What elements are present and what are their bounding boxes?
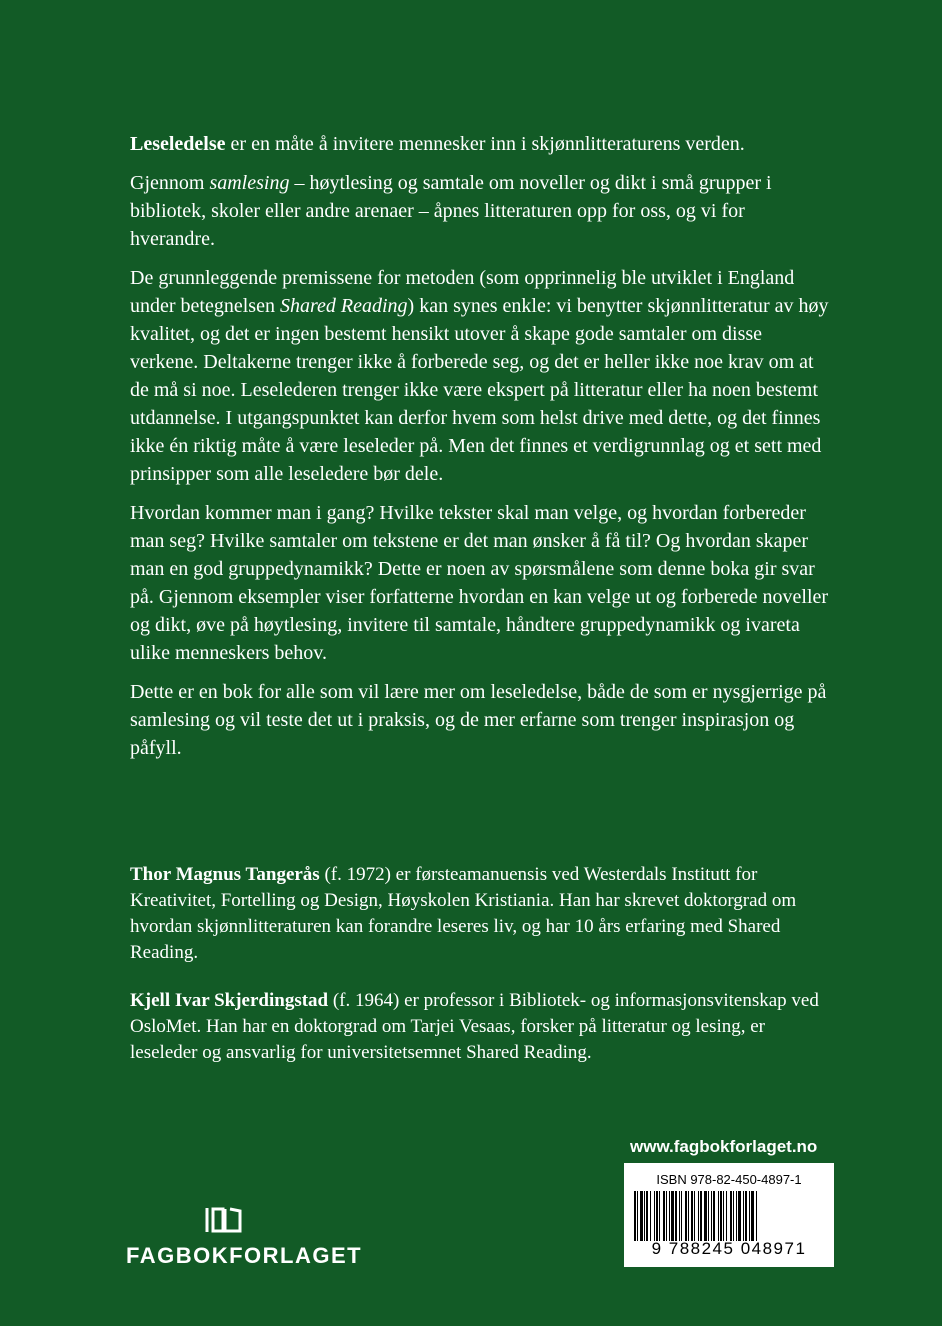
blurb-text: er en måte å invitere mennesker inn i skjønnlitteraturens verden. <box>225 133 745 155</box>
blurb-paragraph-3 <box>130 264 830 488</box>
blurb-italic: samlesing <box>209 172 290 194</box>
blurb-italic: Shared Reading <box>279 295 408 317</box>
author-bio-text: (f. 1964) er professor i Bibliotek- og informasjonsvitenskap ved OsloMet. Han har en doktorgrad om Tarjei Vesaas, forsker på litteratur og lesing, er leseleder og ansvarlig for universitetsemnet Shared Reading. <box>130 990 819 1063</box>
publisher-name: FAGBOKFORLAGET <box>126 1243 363 1268</box>
blurb-text: De grunnleggende premissene for metoden (som opprinnelig ble utviklet i England under betegnelsen <box>130 267 795 317</box>
author-name: Thor Magnus Tangerås <box>130 864 320 885</box>
barcode-digits: 9 788245 048971 <box>651 1239 807 1258</box>
blurb-paragraph-4: Hvordan kommer man i gang? Hvilke tekster skal man velge, og hvordan forbereder man seg? Hvilke samtaler om tekstene er det man ønsker å få til? Og hvordan skaper man en god gruppedynamikk? Dette er noen av spørsmålene som denne boka gir svar på. Gjennom eksempler viser forfatterne hvordan en kan velge ut og forberede noveller og dikt, øve på høytlesing, invitere til samtale, håndtere gruppedynamikk og ivareta ulike menneskers behov. <box>130 502 829 664</box>
isbn-text: ISBN 978-82-450-4897-1 <box>656 1172 802 1187</box>
author-bio <box>130 862 835 966</box>
blurb-paragraph-2 <box>130 169 830 253</box>
blurb-paragraph-1 <box>130 130 830 158</box>
author-name: Kjell Ivar Skjerdingstad <box>130 990 329 1011</box>
barcode <box>634 1191 824 1241</box>
blurb-text: Gjennom <box>130 172 210 194</box>
author-bios <box>130 862 835 1088</box>
blurb-term: Leseledelse <box>130 133 226 155</box>
open-book-logo-icon <box>204 1205 244 1235</box>
publisher-website[interactable]: www.fagbokforlaget.no <box>630 1137 818 1156</box>
author-bio-text: (f. 1972) er førsteamanuensis ved Westerdals Institutt for Kreativitet, Fortelling og Design, Høyskolen Kristiania. Han har skrevet doktorgrad om hvordan skjønnlitteraturen kan forandre leseres liv, og har 10 års erfaring med Shared Reading. <box>130 864 797 963</box>
blurb-text: ) kan synes enkle: vi benytter skjønnlitteratur av høy kvalitet, og det er ingen bestemt hensikt utover å skape gode samtaler om disse verkene. Deltakerne trenger ikke å forberede seg, og det er heller ikke noe krav om at de må si noe. Leselederen trenger ikke være ekspert på litteratur eller ha noen bestemt utdannelse. I utgangspunktet kan derfor hvem som helst drive med dette, og det finnes ikke én riktig måte å være leseleder på. Men det finnes et verdigrunnlag og et sett med prinsipper som alle leseledere bør dele. <box>130 295 829 485</box>
blurb-text: – høytlesing og samtale om noveller og dikt i små grupper i bibliotek, skoler eller andre arenaer – åpnes litteraturen opp for oss, og vi for hverandre. <box>130 172 772 250</box>
back-cover-blurb <box>130 130 830 773</box>
isbn-barcode-box <box>624 1163 834 1267</box>
author-bio <box>130 988 835 1066</box>
blurb-paragraph-5: Dette er en bok for alle som vil lære mer om leseledelse, både de som er nysgjerrige på samlesing og vil teste det ut i praksis, og de mer erfarne som trenger inspirasjon og påfyll. <box>130 681 827 759</box>
